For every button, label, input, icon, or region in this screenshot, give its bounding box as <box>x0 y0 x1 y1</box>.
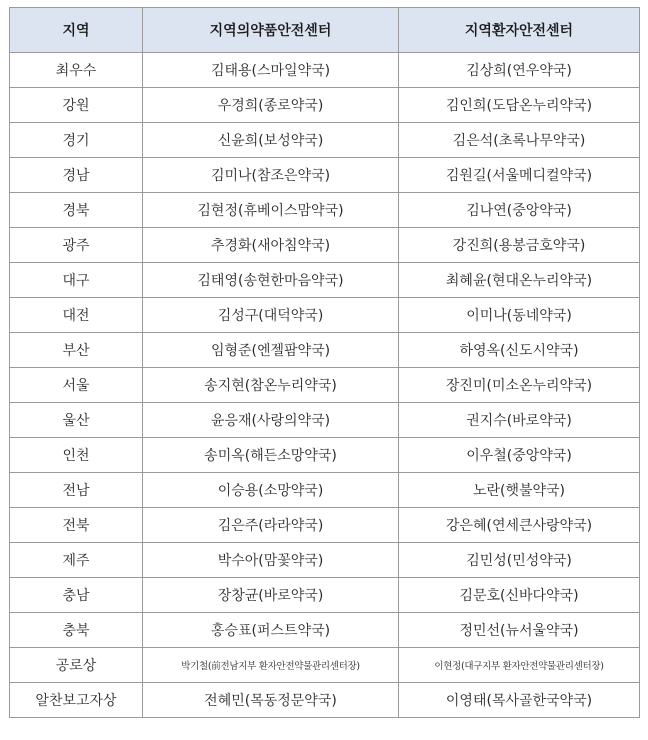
cell-region: 충북 <box>10 613 143 648</box>
cell-patient-center: 김나연(중앙약국) <box>399 193 640 228</box>
cell-region: 광주 <box>10 228 143 263</box>
table-row <box>10 683 640 718</box>
cell-region: 전북 <box>10 508 143 543</box>
cell-region: 전남 <box>10 473 143 508</box>
cell-patient-center: 이현정(대구지부 환자안전약물관리센터장) <box>399 648 640 683</box>
award-table-container <box>9 7 639 718</box>
cell-pharmacy-center: 전혜민(목동정문약국) <box>143 683 399 718</box>
table-row <box>10 613 640 648</box>
cell-region: 울산 <box>10 403 143 438</box>
cell-region: 부산 <box>10 333 143 368</box>
cell-patient-center: 노란(햇불약국) <box>399 473 640 508</box>
cell-pharmacy-center: 김태용(스마일약국) <box>143 53 399 88</box>
cell-pharmacy-center: 송미옥(해든소망약국) <box>143 438 399 473</box>
cell-pharmacy-center: 김현정(휴베이스맘약국) <box>143 193 399 228</box>
cell-region: 공로상 <box>10 648 143 683</box>
cell-region: 경북 <box>10 193 143 228</box>
table-row <box>10 648 640 683</box>
table-body <box>10 53 640 718</box>
cell-pharmacy-center: 김태영(송현한마음약국) <box>143 263 399 298</box>
cell-region: 강원 <box>10 88 143 123</box>
cell-region: 경남 <box>10 158 143 193</box>
cell-patient-center: 장진미(미소온누리약국) <box>399 368 640 403</box>
table-row <box>10 403 640 438</box>
cell-patient-center: 김원길(서울메디컬약국) <box>399 158 640 193</box>
cell-pharmacy-center: 홍승표(퍼스트약국) <box>143 613 399 648</box>
cell-region: 인천 <box>10 438 143 473</box>
cell-patient-center: 김민성(민성약국) <box>399 543 640 578</box>
table-row <box>10 578 640 613</box>
table-row <box>10 123 640 158</box>
header-row <box>10 8 640 53</box>
table-row <box>10 193 640 228</box>
table-row <box>10 508 640 543</box>
cell-patient-center: 권지수(바로약국) <box>399 403 640 438</box>
table-row <box>10 298 640 333</box>
cell-pharmacy-center: 이승용(소망약국) <box>143 473 399 508</box>
table-row <box>10 228 640 263</box>
cell-patient-center: 김문호(신바다약국) <box>399 578 640 613</box>
cell-pharmacy-center: 김은주(라라약국) <box>143 508 399 543</box>
cell-region: 최우수 <box>10 53 143 88</box>
cell-pharmacy-center: 김성구(대덕약국) <box>143 298 399 333</box>
table-row <box>10 158 640 193</box>
cell-patient-center: 강은혜(연세큰사랑약국) <box>399 508 640 543</box>
cell-patient-center: 정민선(뉴서울약국) <box>399 613 640 648</box>
table-row <box>10 263 640 298</box>
table-row <box>10 438 640 473</box>
cell-region: 제주 <box>10 543 143 578</box>
table-header <box>10 8 640 53</box>
cell-pharmacy-center: 장창균(바로약국) <box>143 578 399 613</box>
cell-pharmacy-center: 박기철(前전남지부 환자안전약물관리센터장) <box>143 648 399 683</box>
table-row <box>10 53 640 88</box>
award-recipients-table <box>9 7 640 718</box>
cell-region: 서울 <box>10 368 143 403</box>
cell-region: 알찬보고자상 <box>10 683 143 718</box>
header-region: 지역 <box>10 8 143 53</box>
cell-patient-center: 최혜윤(현대온누리약국) <box>399 263 640 298</box>
table-row <box>10 88 640 123</box>
cell-patient-center: 이우철(중앙약국) <box>399 438 640 473</box>
table-row <box>10 543 640 578</box>
cell-patient-center: 하영옥(신도시약국) <box>399 333 640 368</box>
cell-patient-center: 김인희(도담온누리약국) <box>399 88 640 123</box>
table-row <box>10 333 640 368</box>
cell-pharmacy-center: 윤응재(사랑의약국) <box>143 403 399 438</box>
cell-pharmacy-center: 김미나(참조은약국) <box>143 158 399 193</box>
cell-patient-center: 이미나(동네약국) <box>399 298 640 333</box>
cell-pharmacy-center: 임형준(엔젤팜약국) <box>143 333 399 368</box>
header-pharmacy-center: 지역의약품안전센터 <box>143 8 399 53</box>
cell-pharmacy-center: 신윤희(보성약국) <box>143 123 399 158</box>
cell-region: 경기 <box>10 123 143 158</box>
cell-patient-center: 김은석(초록나무약국) <box>399 123 640 158</box>
table-row <box>10 473 640 508</box>
header-patient-center: 지역환자안전센터 <box>399 8 640 53</box>
cell-pharmacy-center: 박수아(맘꽃약국) <box>143 543 399 578</box>
cell-region: 충남 <box>10 578 143 613</box>
cell-region: 대전 <box>10 298 143 333</box>
cell-pharmacy-center: 송지현(참온누리약국) <box>143 368 399 403</box>
cell-patient-center: 김상희(연우약국) <box>399 53 640 88</box>
cell-pharmacy-center: 추경화(새아침약국) <box>143 228 399 263</box>
table-row <box>10 368 640 403</box>
cell-patient-center: 이영태(목사골한국약국) <box>399 683 640 718</box>
cell-patient-center: 강진희(용봉금호약국) <box>399 228 640 263</box>
cell-pharmacy-center: 우경희(종로약국) <box>143 88 399 123</box>
cell-region: 대구 <box>10 263 143 298</box>
